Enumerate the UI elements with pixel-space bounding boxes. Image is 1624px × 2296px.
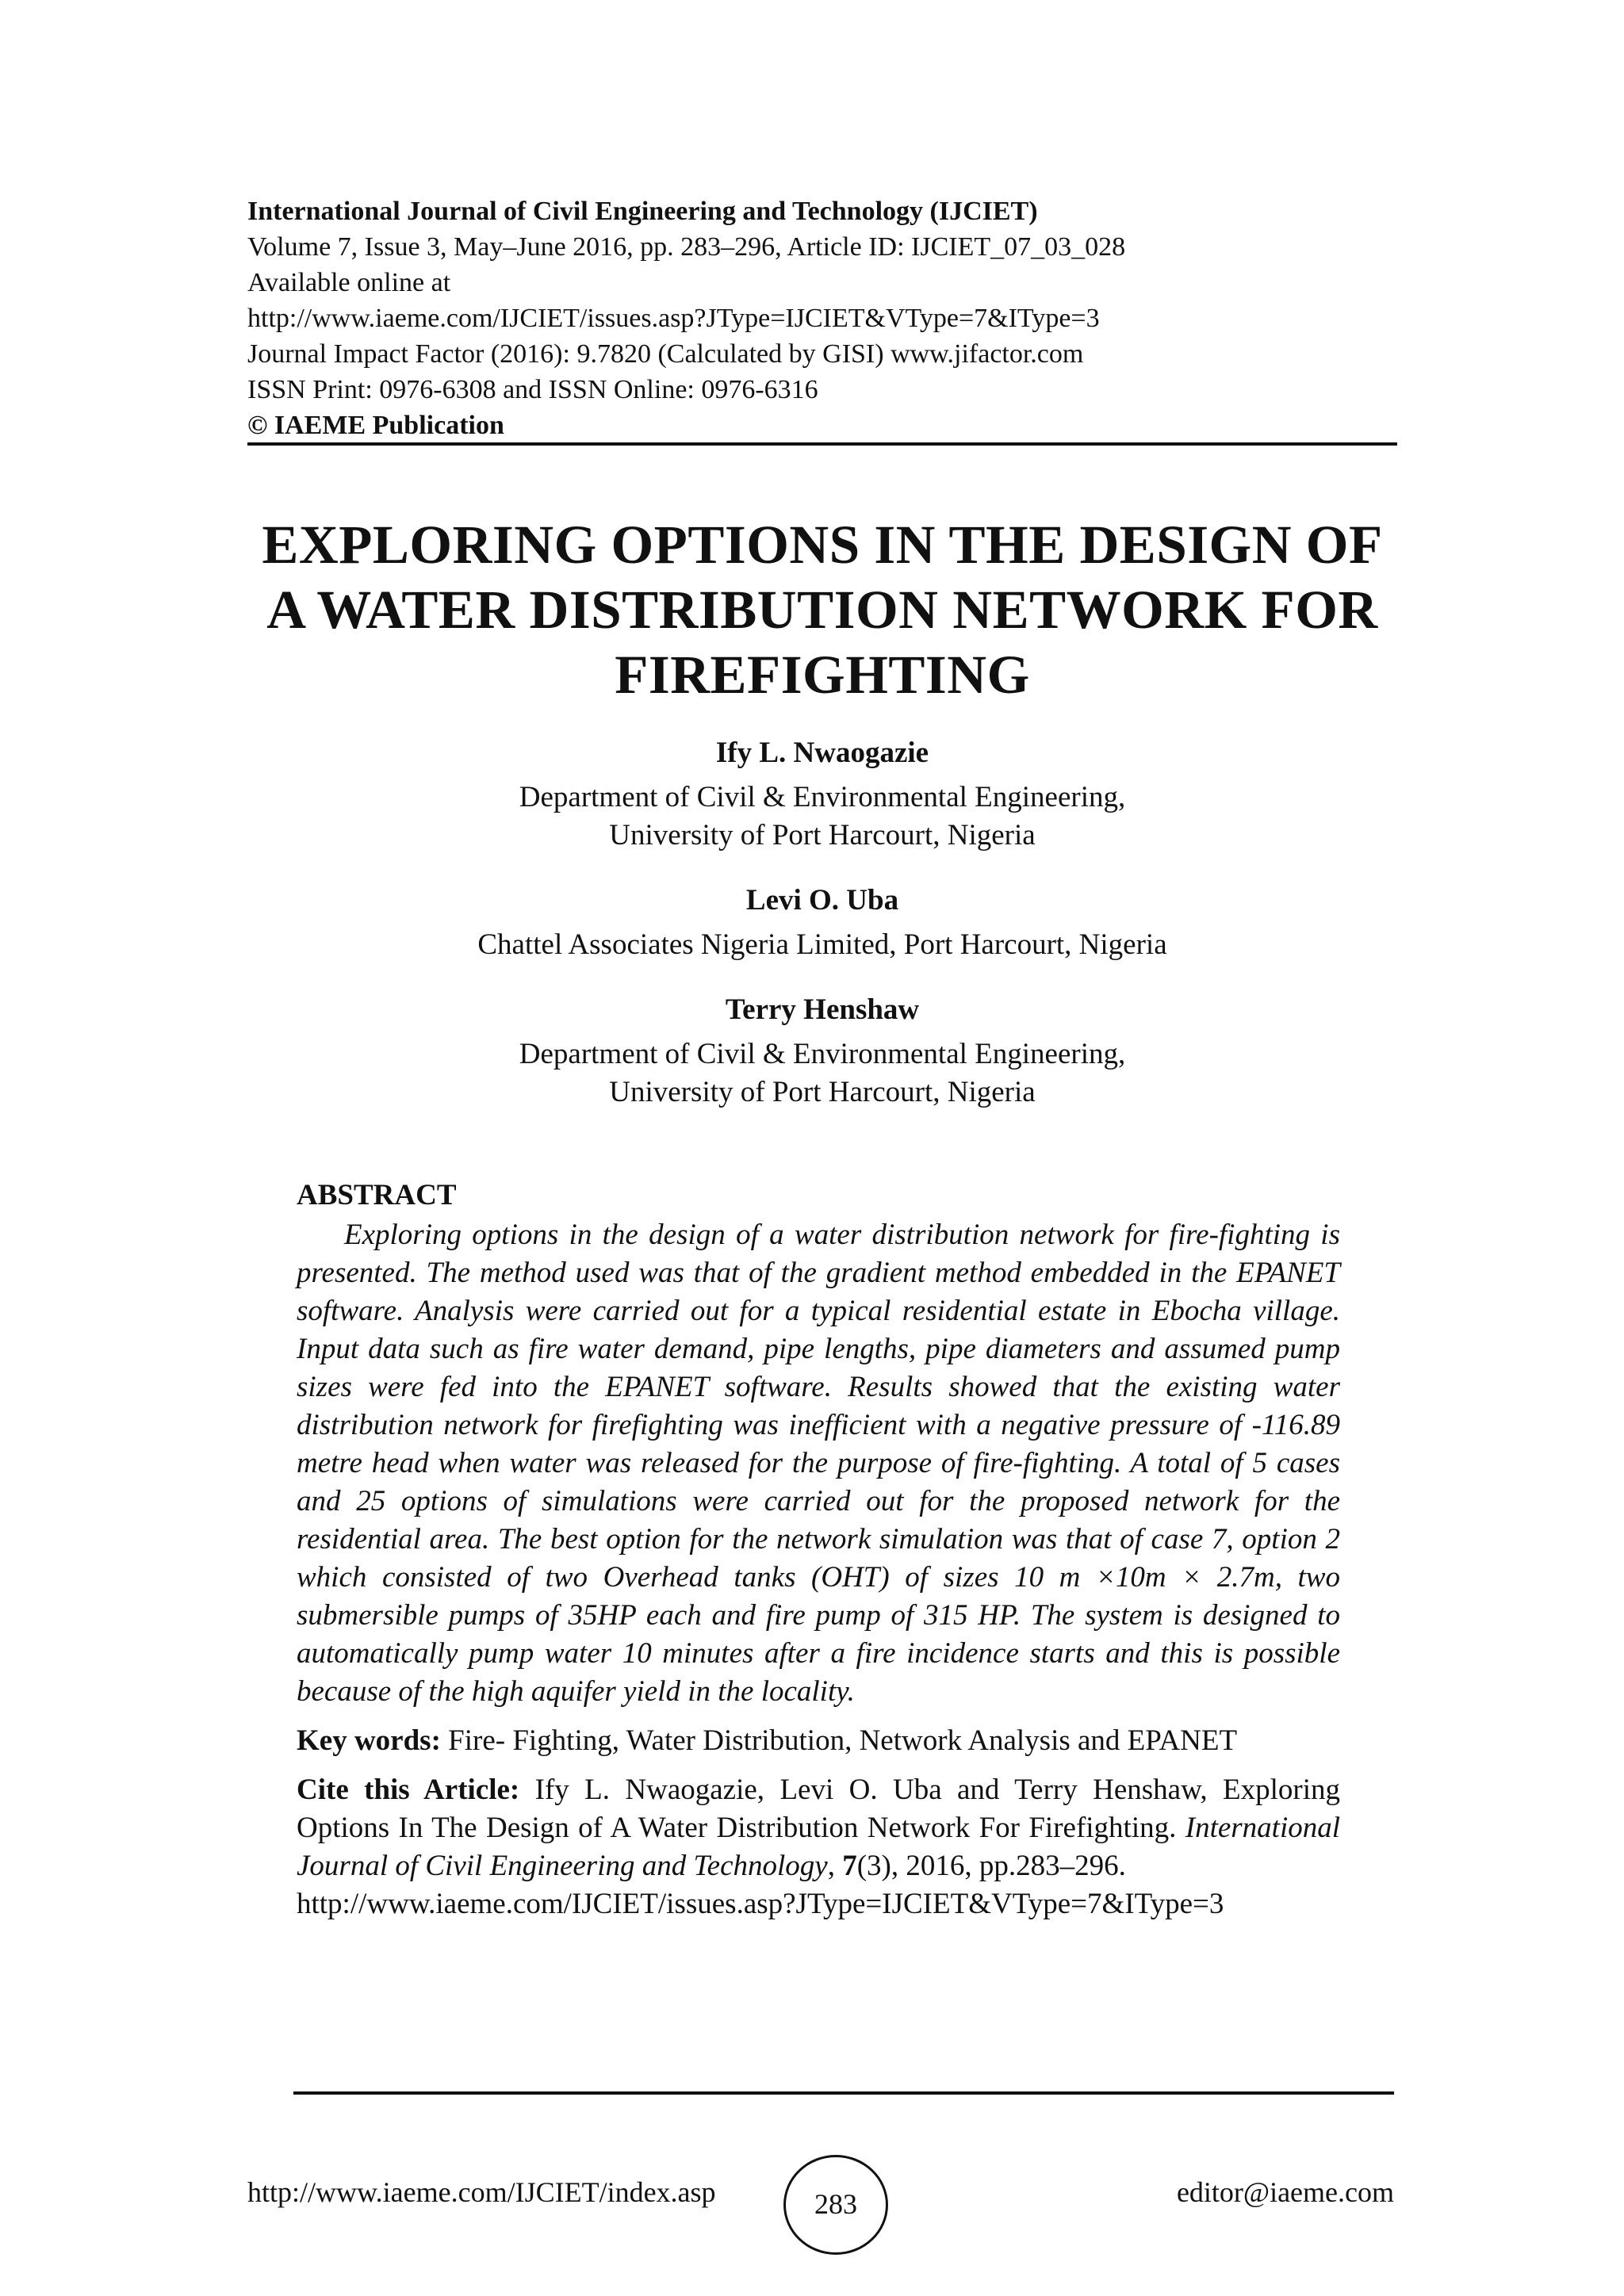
publisher: © IAEME Publication (247, 411, 504, 440)
author-affiliation: Department of Civil & Environmental Engineering, (519, 781, 1126, 813)
author-affiliation: Department of Civil & Environmental Engineering, (519, 1038, 1126, 1070)
citation-url[interactable]: http://www.iaeme.com/IJCIET/issues.asp?JType=IJCIET&VType=7&IType=3 (297, 1888, 1224, 1920)
author-affiliation: University of Port Harcourt, Nigeria (609, 819, 1036, 851)
citation-separator: , (827, 1850, 835, 1882)
author-block (247, 882, 1397, 964)
author-block (247, 991, 1397, 1112)
issue-url[interactable]: http://www.iaeme.com/IJCIET/issues.asp?JType=IJCIET&VType=7&IType=3 (247, 304, 1100, 333)
title-line-1: EXPLORING OPTIONS IN THE DESIGN OF (262, 515, 1383, 575)
title-line-2: A WATER DISTRIBUTION NETWORK FOR (266, 580, 1378, 640)
author-affiliation: University of Port Harcourt, Nigeria (609, 1076, 1036, 1108)
header-divider (247, 442, 1397, 446)
author-block (247, 734, 1397, 855)
paper-title (168, 512, 1477, 707)
abstract-body: Exploring options in the design of a water distribution network for fire-fighting is presented. The method used was that of the gradient method embedded in the EPANET software. Analysis were carried out for a typical residential estate in Ebocha village. Input data such as fire water demand, pipe lengths, pipe diameters and assumed pump sizes were fed into the EPANET software. Results showed that the existing water distribution network for firefighting was inefficient with a negative pressure of -116.89 metre head when water was released for the purpose of fire-fighting. A total of 5 cases and 25 options of simulations were carried out for the proposed network for the residential area. The best option for the network simulation was that of case 7, option 2 which consisted of two Overhead tanks (OHT) of sizes 10 m ×10m × 2.7m, two submersible pumps of 35HP each and fire pump of 315 HP. The system is designed to automatically pump water 10 minutes after a fire incidence starts and this is possible because of the high aquifer yield in the locality. (297, 1219, 1340, 1708)
author-affiliation: Chattel Associates Nigeria Limited, Port Harcourt, Nigeria (477, 928, 1167, 961)
keywords-label: Key words: (297, 1724, 441, 1757)
page-number: 283 (783, 2155, 888, 2255)
author-name: Ify L. Nwaogazie (715, 737, 929, 769)
citation-label: Cite this Article: (297, 1774, 520, 1806)
citation-volume: 7 (842, 1850, 857, 1882)
citation-journal: International Journal of Civil Engineering and Technology (297, 1812, 1341, 1882)
author-list (247, 734, 1397, 1138)
issn-info: ISSN Print: 0976-6308 and ISSN Online: 0976-6316 (247, 375, 818, 404)
citation-authors-title: Ify L. Nwaogazie, Levi O. Uba and Terry Henshaw, Exploring Options In The Design of A Water Distribution Network For Firefighting. (297, 1774, 1341, 1844)
journal-name: International Journal of Civil Engineering and Technology (IJCIET) (247, 197, 1038, 226)
footer-url[interactable]: http://www.iaeme.com/IJCIET/index.asp (247, 2176, 716, 2208)
citation-issue-pages: (3), 2016, pp.283–296. (856, 1850, 1126, 1882)
volume-info: Volume 7, Issue 3, May–June 2016, pp. 283–296, Article ID: IJCIET_07_03_028 (247, 232, 1126, 262)
author-name: Terry Henshaw (725, 993, 920, 1026)
journal-header (247, 193, 1397, 443)
title-line-3: FIREFIGHTING (615, 645, 1030, 705)
available-online: Available online at (247, 268, 451, 297)
footer-email[interactable]: editor@iaeme.com (1176, 2176, 1394, 2208)
page-footer (247, 2155, 1394, 2234)
citation (297, 1771, 1340, 1923)
abstract-section (297, 1177, 1340, 1923)
keywords (297, 1722, 1340, 1760)
impact-factor: Journal Impact Factor (2016): 9.7820 (Calculated by GISI) www.jifactor.com (247, 339, 1084, 369)
author-name: Levi O. Uba (745, 884, 899, 916)
keywords-text: Fire- Fighting, Water Distribution, Network Analysis and EPANET (448, 1724, 1238, 1757)
citation-divider (293, 2091, 1394, 2095)
abstract-heading: ABSTRACT (297, 1179, 457, 1211)
